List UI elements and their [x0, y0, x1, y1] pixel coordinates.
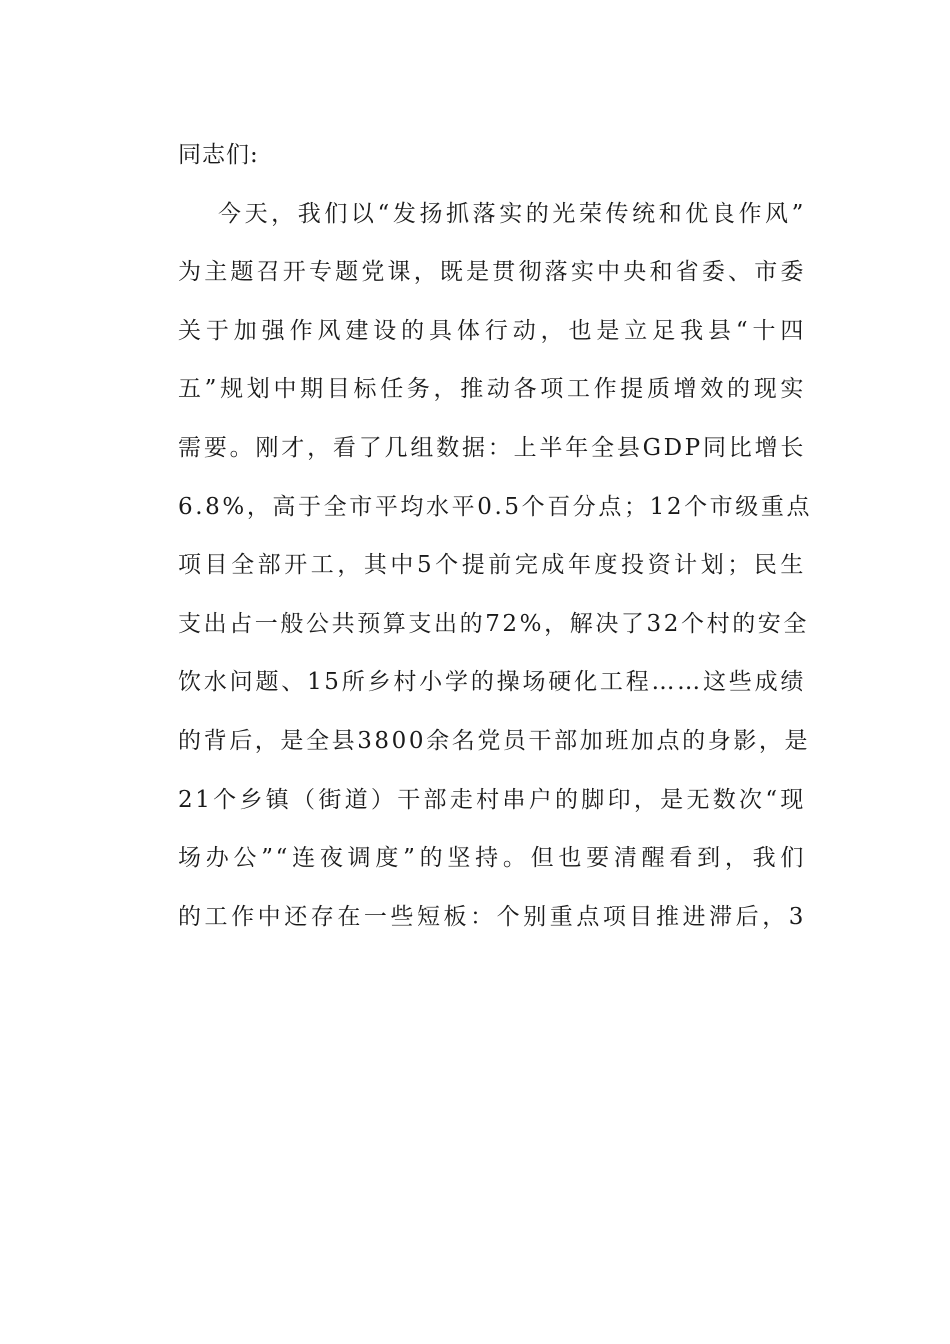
paragraph-line-1: 今天，我们以“发扬抓落实的光荣传统和优良作风” [218, 200, 806, 227]
speech-body [178, 126, 818, 946]
paragraph-line-12: 场办公”“连夜调度”的坚持。但也要清醒看到，我们 [178, 845, 806, 872]
paragraph-line-11: 21个乡镇（街道）干部走村串户的脚印，是无数次“现 [178, 786, 806, 813]
paragraph-line-5: 需要。刚才，看了几组数据：上半年全县GDP同比增长 [178, 434, 806, 461]
paragraph-line-4: 五”规划中期目标任务，推动各项工作提质增效的现实 [178, 376, 806, 403]
paragraph-line-3: 关于加强作风建设的具体行动，也是立足我县“十四 [178, 317, 806, 344]
paragraph-line-2: 为主题召开专题党课，既是贯彻落实中央和省委、市委 [178, 259, 806, 286]
salutation: 同志们: [178, 142, 259, 168]
paragraph-line-10: 的背后，是全县3800余名党员干部加班加点的身影，是 [178, 727, 811, 754]
paragraph-line-9: 饮水问题、15所乡村小学的操场硬化工程……这些成绩 [178, 669, 806, 696]
paragraph-line-6: 6.8%，高于全市平均水平0.5个百分点；12个市级重点 [178, 493, 813, 520]
paragraph-line-7: 项目全部开工，其中5个提前完成年度投资计划；民生 [178, 552, 806, 579]
paragraph-line-13: 的工作中还存在一些短板：个别重点项目推进滞后，3 [178, 903, 806, 930]
paragraph-line-8: 支出占一般公共预算支出的72%，解决了32个村的安全 [178, 610, 809, 637]
